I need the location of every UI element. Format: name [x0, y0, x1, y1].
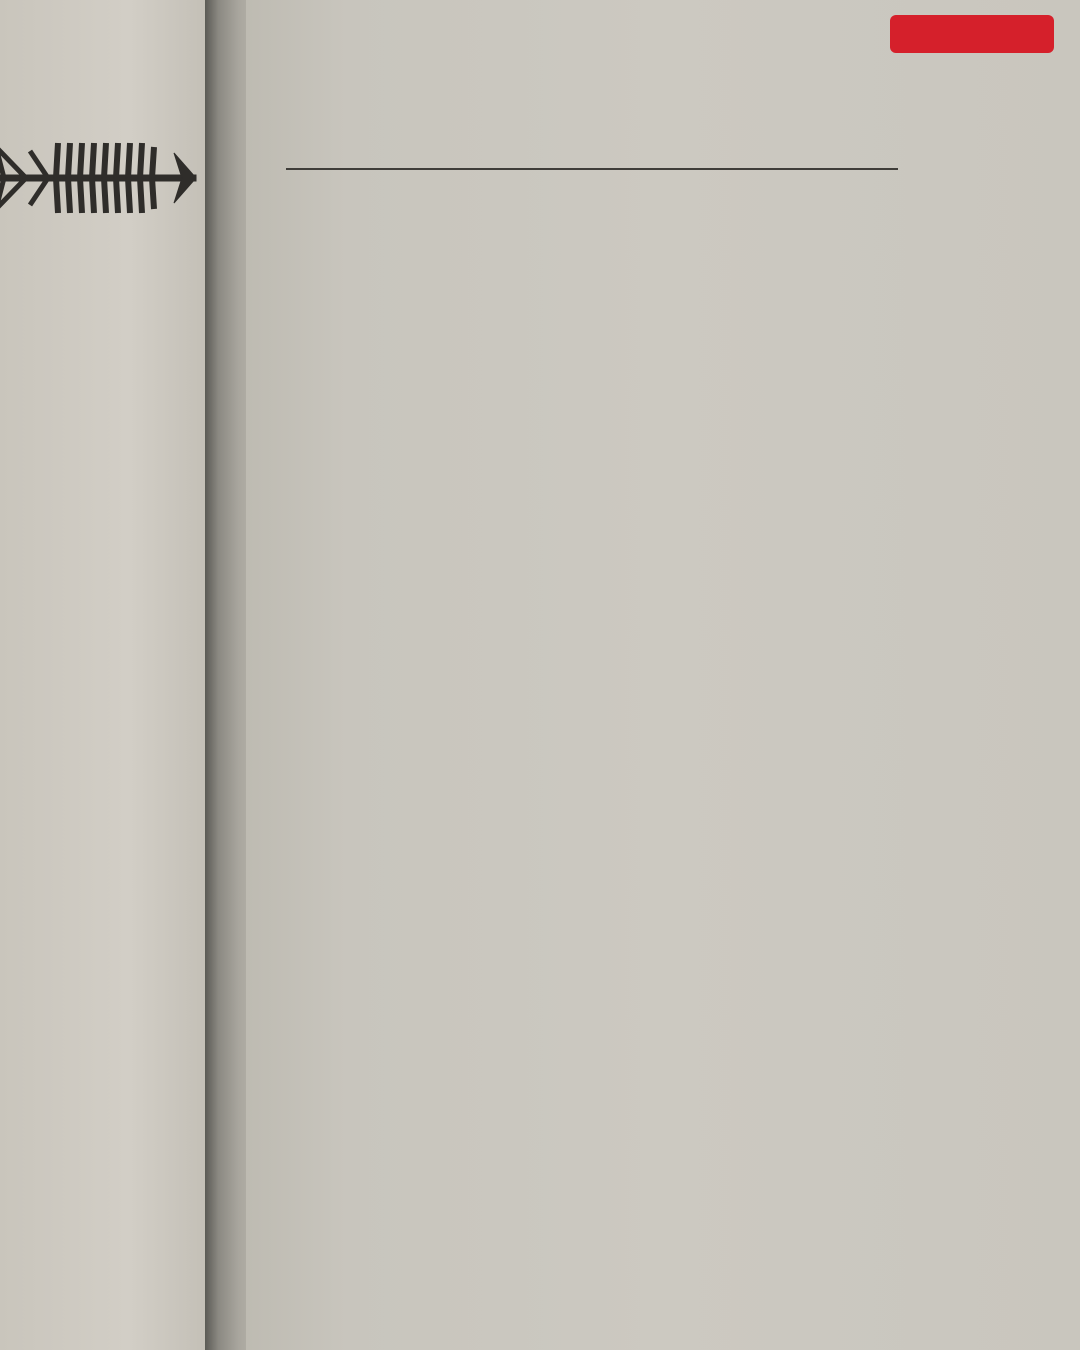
- left-page: [0, 0, 215, 1350]
- arrow-ornament-icon: [0, 135, 206, 225]
- used-badge: [890, 15, 1054, 53]
- right-page: [246, 0, 1080, 1350]
- header-rule: [286, 168, 898, 170]
